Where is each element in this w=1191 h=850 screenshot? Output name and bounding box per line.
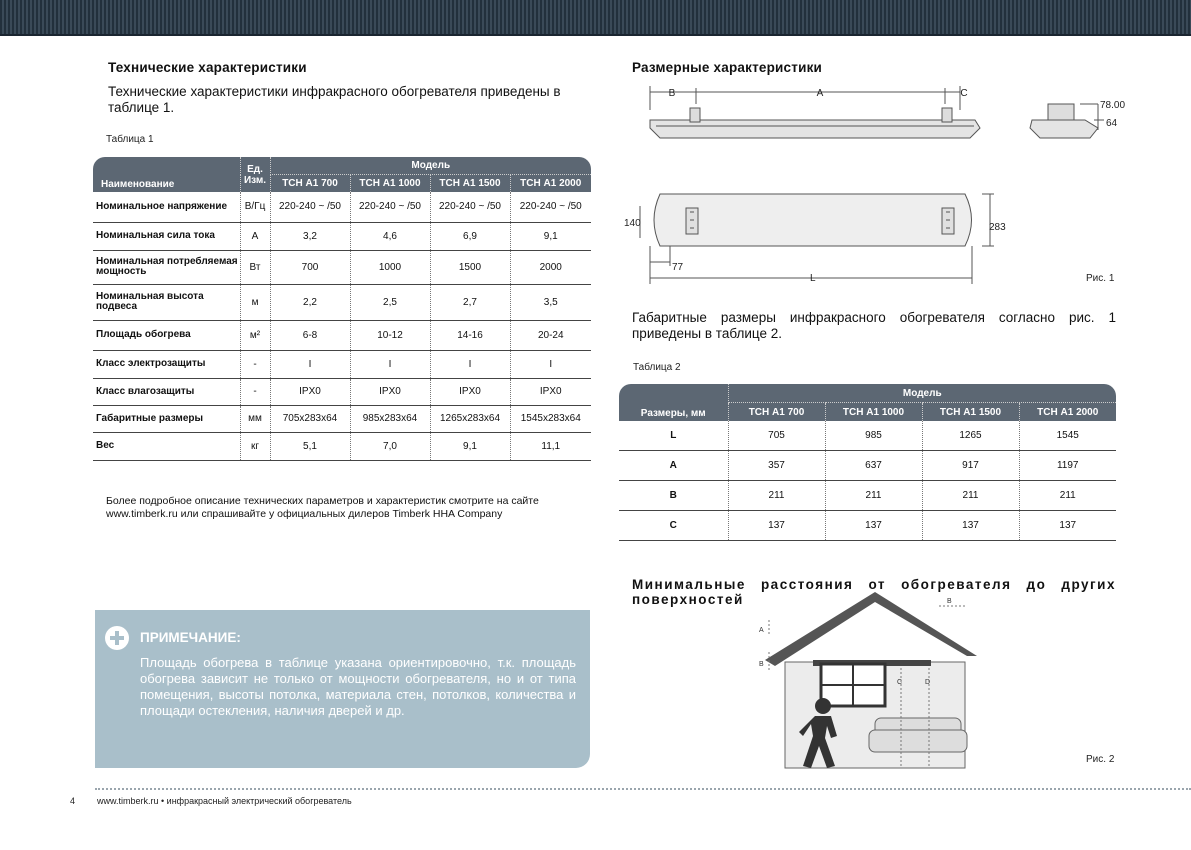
- row-value: 9,1: [510, 222, 591, 250]
- row-value: 220-240 ~ /50: [430, 192, 510, 222]
- row-value: 220-240 ~ /50: [510, 192, 591, 222]
- page-number: 4: [70, 796, 76, 806]
- fig2-b2-label: B: [947, 598, 952, 605]
- tech-specs-title: Технические характеристики: [108, 60, 307, 75]
- dims-row-value: 1545: [1019, 421, 1116, 451]
- row-value: 705x283x64: [270, 405, 350, 432]
- fig2-b-label: B: [759, 661, 764, 668]
- dims-row-value: 1265: [922, 421, 1019, 451]
- dims-row-value: 211: [728, 481, 825, 511]
- more-info-text: [106, 495, 539, 521]
- dims-row-label: C: [619, 511, 728, 541]
- dims-model-header-3: ТСН А1 2000: [1019, 403, 1116, 422]
- dim-77-label: 77: [672, 262, 684, 273]
- note-box: [95, 610, 590, 768]
- dims-row-label: B: [619, 481, 728, 511]
- unit-header-line1: Ед.: [247, 163, 263, 175]
- table-row: [93, 222, 591, 250]
- dims-col-name-header: Размеры, мм: [619, 384, 728, 421]
- fig2-a-label: A: [759, 627, 764, 634]
- fig2-d-label: D: [925, 679, 931, 686]
- table-row: [619, 451, 1116, 481]
- row-value: 11,1: [510, 432, 591, 460]
- row-value: 14-16: [430, 320, 510, 350]
- dims-row-value: 211: [922, 481, 1019, 511]
- row-value: 10-12: [350, 320, 430, 350]
- dim-283-label: 283: [989, 222, 1006, 233]
- row-value: I: [430, 350, 510, 378]
- row-label: Площадь обогрева: [93, 320, 240, 350]
- table-row: [93, 378, 591, 405]
- row-value: 4,6: [350, 222, 430, 250]
- min-distance-title: Минимальные расстояния от обогревателя до других поверхностей: [632, 577, 1116, 607]
- row-value: 1265x283x64: [430, 405, 510, 432]
- dim-64-label: 64: [1106, 118, 1118, 129]
- dims-row-value: 137: [825, 511, 922, 541]
- dims-row-value: 637: [825, 451, 922, 481]
- model-header-3: ТСН А1 2000: [510, 175, 591, 193]
- row-value: 1000: [350, 250, 430, 284]
- row-value: 700: [270, 250, 350, 284]
- table-row: [93, 250, 591, 284]
- figure-2-drawing: [755, 590, 985, 772]
- table-row: [93, 320, 591, 350]
- specs-table: [93, 157, 591, 461]
- table-row: [93, 284, 591, 320]
- dims-row-label: A: [619, 451, 728, 481]
- row-value: 220-240 ~ /50: [270, 192, 350, 222]
- tech-specs-intro: Технические характеристики инфракрасного обогревателя приведены в таблице 1.: [108, 84, 561, 115]
- table-row: [93, 405, 591, 432]
- dims-row-value: 1197: [1019, 451, 1116, 481]
- dims-row-value: 137: [922, 511, 1019, 541]
- row-value: I: [510, 350, 591, 378]
- row-value: I: [270, 350, 350, 378]
- figure-2-caption: Рис. 2: [1086, 754, 1115, 765]
- footer-text: www.timberk.ru • инфракрасный электрический обогреватель: [97, 796, 352, 806]
- row-label: Номинальная высота подвеса: [93, 284, 240, 320]
- row-value: 2,2: [270, 284, 350, 320]
- dim-a-label: A: [816, 88, 824, 99]
- row-unit: м: [240, 284, 270, 320]
- row-unit: м²: [240, 320, 270, 350]
- row-value: 6-8: [270, 320, 350, 350]
- row-value: 2000: [510, 250, 591, 284]
- dims-model-group-header: Модель: [728, 384, 1116, 403]
- house-roof: [765, 592, 977, 666]
- row-value: 6,9: [430, 222, 510, 250]
- row-value: 5,1: [270, 432, 350, 460]
- row-unit: мм: [240, 405, 270, 432]
- table-row: [93, 192, 591, 222]
- table-row: [619, 481, 1116, 511]
- dims-row-value: 211: [1019, 481, 1116, 511]
- dims-model-header-0: ТСН А1 700: [728, 403, 825, 422]
- model-group-header: Модель: [270, 157, 591, 175]
- col-name-header: Наименование: [93, 157, 240, 192]
- model-header-0: ТСН А1 700: [270, 175, 350, 193]
- dim-c-label: C: [960, 88, 968, 99]
- row-value: IPX0: [270, 378, 350, 405]
- dims-row-value: 357: [728, 451, 825, 481]
- row-unit: кг: [240, 432, 270, 460]
- figure-1-drawing: [620, 80, 1140, 290]
- dims-model-header-2: ТСН А1 1500: [922, 403, 1019, 422]
- dims-model-header-1: ТСН А1 1000: [825, 403, 922, 422]
- dimensions-title: Размерные характеристики: [632, 60, 823, 75]
- row-value: 1500: [430, 250, 510, 284]
- row-value: 3,5: [510, 284, 591, 320]
- table-row: [93, 432, 591, 460]
- row-label: Номинальное напряжение: [93, 192, 240, 222]
- table-row: [619, 421, 1116, 451]
- row-unit: Вт: [240, 250, 270, 284]
- row-value: 985x283x64: [350, 405, 430, 432]
- table-row: [93, 350, 591, 378]
- fig2-c-label: C: [897, 679, 903, 686]
- row-value: IPX0: [510, 378, 591, 405]
- dims-row-value: 705: [728, 421, 825, 451]
- row-value: 2,7: [430, 284, 510, 320]
- sofa: [869, 718, 967, 752]
- top-decorative-bar: [0, 0, 1191, 36]
- note-title: ПРИМЕЧАНИЕ:: [140, 630, 241, 645]
- row-value: I: [350, 350, 430, 378]
- dims-row-value: 985: [825, 421, 922, 451]
- row-value: 1545x283x64: [510, 405, 591, 432]
- table1-caption: Таблица 1: [106, 134, 154, 145]
- row-unit: А: [240, 222, 270, 250]
- row-label: Номинальная потребляемая мощность: [93, 250, 240, 284]
- dims-row-value: 137: [728, 511, 825, 541]
- model-header-1: ТСН А1 1000: [350, 175, 430, 193]
- dimensions-intro: Габаритные размеры инфракрасного обогревателя согласно рис. 1 приведены в таблице 2.: [632, 310, 1116, 341]
- dim-b-label: B: [668, 88, 676, 99]
- dim-78-label: 78.00: [1100, 100, 1126, 111]
- dims-row-value: 137: [1019, 511, 1116, 541]
- row-value: 3,2: [270, 222, 350, 250]
- row-value: IPX0: [430, 378, 510, 405]
- row-unit: В/Гц: [240, 192, 270, 222]
- row-unit: -: [240, 378, 270, 405]
- row-label: Класс электрозащиты: [93, 350, 240, 378]
- table-row: [619, 511, 1116, 541]
- footer-divider: [95, 788, 1191, 790]
- dims-row-value: 917: [922, 451, 1019, 481]
- col-unit-header: [240, 157, 270, 192]
- dims-row-label: L: [619, 421, 728, 451]
- row-unit: -: [240, 350, 270, 378]
- dim-l-label: L: [810, 273, 816, 284]
- figure-1-caption: Рис. 1: [1086, 273, 1115, 284]
- model-header-2: ТСН А1 1500: [430, 175, 510, 193]
- row-label: Номинальная сила тока: [93, 222, 240, 250]
- dim-140-label: 140: [624, 218, 641, 229]
- note-text: Площадь обогрева в таблице указана ориентировочно, т.к. площадь обогрева зависит не только от мощности обогревателя, но и от типа помещения, высоты потолка, материала стен, потолков, количества и площади остекления, наличия дверей и др.: [140, 655, 576, 718]
- dims-row-value: 211: [825, 481, 922, 511]
- unit-header-line2: Изм.: [243, 174, 267, 186]
- dimensions-table: [619, 384, 1116, 541]
- row-value: 7,0: [350, 432, 430, 460]
- row-label: Габаритные размеры: [93, 405, 240, 432]
- more-info-line1: Более подробное описание технических параметров и характеристик смотрите на сайте: [106, 495, 539, 507]
- row-value: 9,1: [430, 432, 510, 460]
- row-label: Класс влагозащиты: [93, 378, 240, 405]
- row-value: 2,5: [350, 284, 430, 320]
- row-value: 20-24: [510, 320, 591, 350]
- more-info-line2: www.timberk.ru или спрашивайте у официальных дилеров Timberk HHA Company: [106, 508, 503, 520]
- row-value: 220-240 ~ /50: [350, 192, 430, 222]
- plus-icon: [105, 626, 129, 650]
- table2-caption: Таблица 2: [633, 362, 681, 373]
- row-label: Вес: [93, 432, 240, 460]
- row-value: IPX0: [350, 378, 430, 405]
